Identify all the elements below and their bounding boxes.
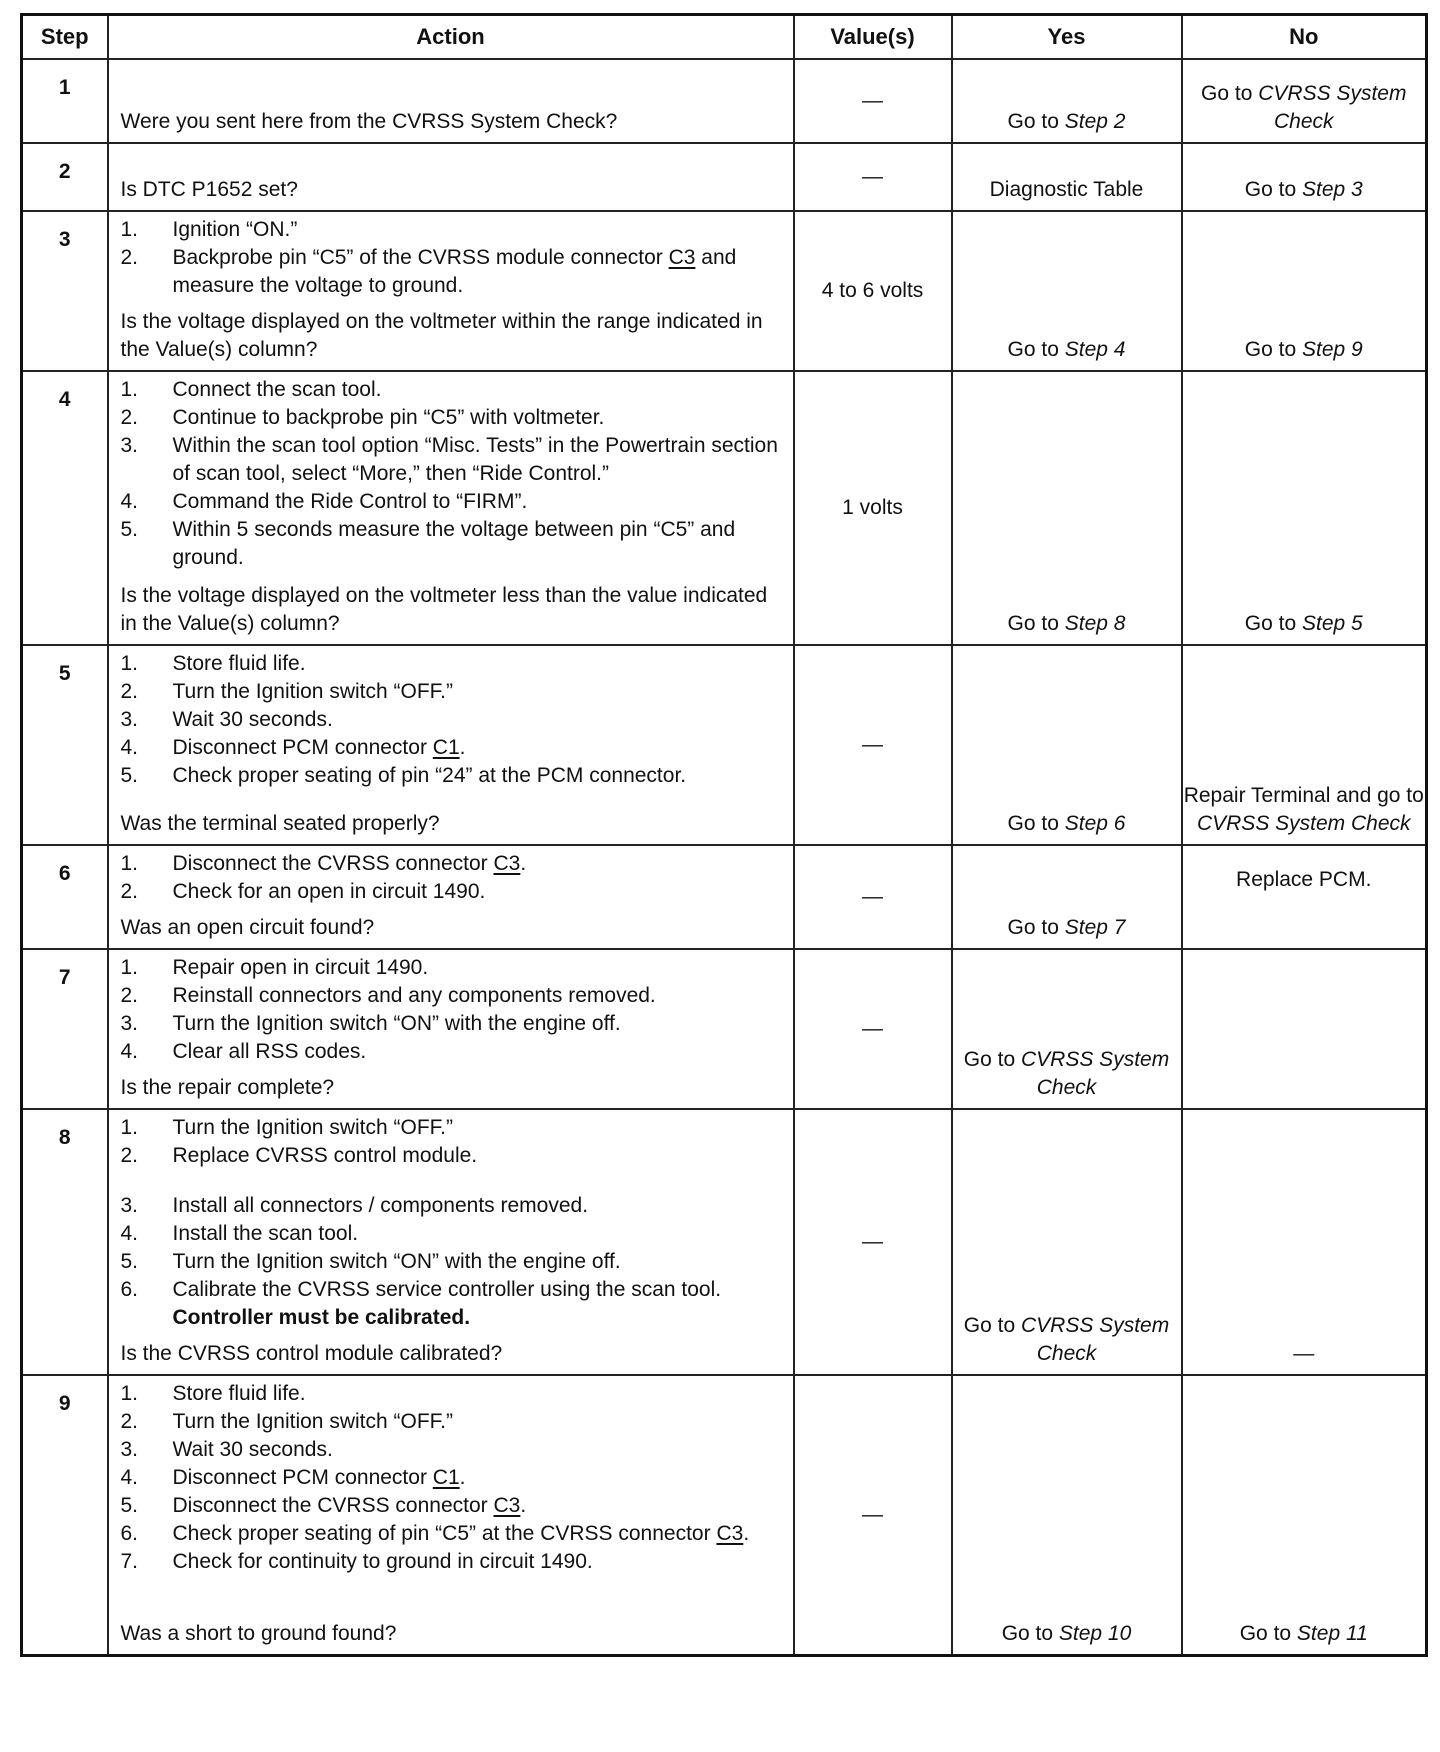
no-cell-text: Step 3 xyxy=(1301,178,1363,201)
no-cell xyxy=(1182,1375,1427,1656)
action-item-text: C3 xyxy=(493,1494,521,1517)
action-item-number: 3. xyxy=(120,434,139,457)
value-cell: — xyxy=(794,59,952,143)
no-cell-text: Go to xyxy=(1244,612,1302,635)
action-item-number: 6. xyxy=(120,1278,139,1301)
yes-cell-text: Go to xyxy=(1007,110,1065,133)
action-item-number: 1. xyxy=(120,652,139,675)
action-item-text xyxy=(173,954,785,982)
action-item-text: Install the scan tool. xyxy=(172,1222,359,1245)
action-item xyxy=(121,1408,785,1436)
action-item xyxy=(121,1276,785,1332)
action-item-text: . xyxy=(459,736,466,759)
value-cell: — xyxy=(794,143,952,211)
header-yes: Yes xyxy=(952,15,1182,60)
action-item-text: Connect the scan tool. xyxy=(172,378,382,401)
yes-cell xyxy=(952,949,1182,1109)
action-item-text: Clear all RSS codes. xyxy=(172,1040,367,1063)
no-cell xyxy=(1182,211,1427,371)
yes-cell xyxy=(952,645,1182,845)
action-item-text: C3 xyxy=(493,852,521,875)
action-item-text: Install all connectors / components removed. xyxy=(172,1194,589,1217)
action-item-text xyxy=(173,1464,785,1492)
action-item xyxy=(121,1436,785,1464)
table-row xyxy=(22,371,1427,645)
table-body xyxy=(22,59,1427,1656)
action-item-number: 3. xyxy=(120,708,139,731)
no-cell-text: Go to xyxy=(1244,338,1302,361)
value-cell: — xyxy=(794,1109,952,1375)
action-item-text xyxy=(173,650,785,678)
action-item-text: . xyxy=(459,1466,466,1489)
action-item-text: Turn the Ignition switch “OFF.” xyxy=(172,1116,453,1139)
action-item xyxy=(121,706,785,734)
action-item-text: Replace CVRSS control module. xyxy=(172,1144,478,1167)
yes-cell-text: Step 7 xyxy=(1064,916,1126,939)
action-item-text: Turn the Ignition switch “OFF.” xyxy=(172,1410,453,1433)
action-item-number: 3. xyxy=(120,1012,139,1035)
action-item-number: 4. xyxy=(120,736,139,759)
yes-cell xyxy=(952,845,1182,949)
action-item-number: 2. xyxy=(120,406,139,429)
action-item-text xyxy=(173,404,785,432)
action-item-text: Store fluid life. xyxy=(172,1382,306,1405)
no-cell xyxy=(1182,949,1427,1109)
action-item xyxy=(121,488,785,516)
action-item-text: Check for an open in circuit 1490. xyxy=(172,880,486,903)
action-item-text: Turn the Ignition switch “OFF.” xyxy=(172,680,453,703)
action-item-text: Calibrate the CVRSS service controller using the scan tool. xyxy=(172,1278,722,1301)
table-row xyxy=(22,1375,1427,1656)
header-row xyxy=(22,15,1427,60)
action-item-number: 5. xyxy=(120,518,139,541)
action-cell xyxy=(108,1109,794,1375)
action-item-text: Wait 30 seconds. xyxy=(172,1438,333,1461)
table-row xyxy=(22,211,1427,371)
action-item xyxy=(121,1192,785,1220)
action-item-number: 2. xyxy=(120,680,139,703)
action-item-text xyxy=(173,1010,785,1038)
no-cell-text: Step 5 xyxy=(1301,612,1363,635)
action-item xyxy=(121,1520,785,1548)
action-item xyxy=(121,1464,785,1492)
action-cell xyxy=(108,845,794,949)
action-question: Is the CVRSS control module calibrated? xyxy=(120,1342,503,1365)
action-item-text: . xyxy=(743,1522,750,1545)
action-cell xyxy=(108,371,794,645)
action-steps xyxy=(121,650,785,790)
action-item-text xyxy=(173,488,785,516)
header-values: Value(s) xyxy=(794,15,952,60)
action-item-text: and measure the voltage to ground. xyxy=(172,246,737,297)
header-action: Action xyxy=(108,15,794,60)
action-item-text xyxy=(173,1276,785,1332)
step-number: 7 xyxy=(22,949,108,1109)
action-item xyxy=(121,1548,785,1576)
action-item xyxy=(121,762,785,790)
value-cell: — xyxy=(794,845,952,949)
action-item-text: Disconnect the CVRSS connector xyxy=(172,1494,494,1517)
no-cell-text: — xyxy=(1293,1342,1315,1365)
table-row xyxy=(22,845,1427,949)
action-item xyxy=(121,1492,785,1520)
action-item-text xyxy=(173,1248,785,1276)
table-row xyxy=(22,1109,1427,1375)
action-item xyxy=(121,734,785,762)
action-item-text xyxy=(173,516,785,572)
action-item xyxy=(121,1038,785,1066)
action-item-text: C1 xyxy=(432,736,460,759)
no-cell-text: Go to xyxy=(1239,1622,1297,1645)
action-item xyxy=(121,982,785,1010)
action-item-number: 3. xyxy=(120,1438,139,1461)
action-item-number: 4. xyxy=(120,490,139,513)
action-item-text xyxy=(173,1408,785,1436)
action-item-number: 3. xyxy=(120,1194,139,1217)
action-item-text: Wait 30 seconds. xyxy=(172,708,333,731)
yes-cell-text: Go to xyxy=(1007,612,1065,635)
action-item-number: 5. xyxy=(120,764,139,787)
yes-cell-text: Go to xyxy=(1001,1622,1059,1645)
action-item-number: 2. xyxy=(120,984,139,1007)
no-cell xyxy=(1182,845,1427,949)
value-cell: 1 volts xyxy=(794,371,952,645)
action-item-text xyxy=(173,1548,785,1576)
action-item xyxy=(121,878,785,906)
action-item xyxy=(121,678,785,706)
step-number: 4 xyxy=(22,371,108,645)
action-item-text xyxy=(173,1492,785,1520)
yes-cell-text: Go to xyxy=(963,1314,1021,1337)
action-item-text: Within 5 seconds measure the voltage between pin “C5” and ground. xyxy=(172,518,736,569)
yes-cell xyxy=(952,1109,1182,1375)
action-item-number: 6. xyxy=(120,1522,139,1545)
action-question: Was an open circuit found? xyxy=(120,916,375,939)
action-item-text: Disconnect PCM connector xyxy=(172,1466,433,1489)
no-cell-text: CVRSS System Check xyxy=(1196,812,1411,835)
action-item-number: 1. xyxy=(120,956,139,979)
action-item-text: . xyxy=(520,1494,527,1517)
action-item-number: 1. xyxy=(120,378,139,401)
yes-cell xyxy=(952,371,1182,645)
action-cell xyxy=(108,949,794,1109)
action-item xyxy=(121,244,785,300)
yes-cell xyxy=(952,1375,1182,1656)
action-item-text xyxy=(173,850,785,878)
action-steps xyxy=(121,216,785,300)
action-item-text xyxy=(173,1380,785,1408)
action-item-text xyxy=(173,762,785,790)
no-cell xyxy=(1182,645,1427,845)
action-item-number: 4. xyxy=(120,1466,139,1489)
action-item-text: Check proper seating of pin “24” at the PCM connector. xyxy=(172,764,687,787)
action-item-text: Store fluid life. xyxy=(172,652,306,675)
action-item-text xyxy=(173,1220,785,1248)
action-item xyxy=(121,432,785,488)
action-item-text xyxy=(173,1520,785,1548)
action-item-text: C3 xyxy=(668,246,696,269)
action-item xyxy=(121,954,785,982)
action-item-text: Disconnect PCM connector xyxy=(172,736,433,759)
action-item xyxy=(121,1114,785,1142)
action-item-text: Continue to backprobe pin “C5” with voltmeter. xyxy=(172,406,605,429)
value-cell: 4 to 6 volts xyxy=(794,211,952,371)
step-number: 6 xyxy=(22,845,108,949)
action-cell xyxy=(108,1375,794,1656)
action-question: Is the voltage displayed on the voltmeter less than the value indicated in the Value(s) column? xyxy=(120,584,768,635)
action-item-text: C3 xyxy=(716,1522,744,1545)
step-number: 8 xyxy=(22,1109,108,1375)
action-item-number: 7. xyxy=(120,1550,139,1573)
action-item-number: 2. xyxy=(120,880,139,903)
action-question: Were you sent here from the CVRSS System Check? xyxy=(120,110,618,133)
action-item xyxy=(121,404,785,432)
action-item-text xyxy=(173,1114,785,1142)
action-item-text: Reinstall connectors and any components removed. xyxy=(172,984,656,1007)
action-item-text: Backprobe pin “C5” of the CVRSS module connector xyxy=(172,246,669,269)
action-question: Was the terminal seated properly? xyxy=(120,812,440,835)
action-item xyxy=(121,850,785,878)
yes-cell xyxy=(952,59,1182,143)
table-row xyxy=(22,143,1427,211)
step-number: 3 xyxy=(22,211,108,371)
action-steps xyxy=(121,850,785,906)
action-item-text xyxy=(173,706,785,734)
action-item-text xyxy=(173,734,785,762)
action-cell xyxy=(108,59,794,143)
action-item-text: Repair open in circuit 1490. xyxy=(172,956,429,979)
action-item-text: Check for continuity to ground in circuit 1490. xyxy=(172,1550,593,1573)
yes-cell-text: Step 8 xyxy=(1064,612,1126,635)
yes-cell-text: Go to xyxy=(1007,338,1065,361)
no-cell xyxy=(1182,1109,1427,1375)
no-cell-text: Go to xyxy=(1201,82,1259,105)
action-item-text xyxy=(173,1192,785,1220)
yes-cell-text: Go to xyxy=(963,1048,1021,1071)
value-cell: — xyxy=(794,949,952,1109)
action-cell xyxy=(108,211,794,371)
action-item-text: Ignition “ON.” xyxy=(172,218,298,241)
action-item-number: 1. xyxy=(120,1116,139,1139)
no-cell-text: Go to xyxy=(1244,178,1302,201)
action-item xyxy=(121,1142,785,1170)
action-item-text: Within the scan tool option “Misc. Tests” in the Powertrain section of scan tool, select “More,” then “Ride Control.” xyxy=(172,434,778,485)
step-number: 5 xyxy=(22,645,108,845)
action-item-text: . xyxy=(520,852,527,875)
action-question: Is the repair complete? xyxy=(120,1076,335,1099)
header-no: No xyxy=(1182,15,1427,60)
action-item xyxy=(121,1248,785,1276)
table-row xyxy=(22,645,1427,845)
action-item-number: 1. xyxy=(120,1382,139,1405)
action-item-text: Check proper seating of pin “C5” at the CVRSS connector xyxy=(172,1522,717,1545)
action-item xyxy=(121,1220,785,1248)
action-item-number: 2. xyxy=(120,1410,139,1433)
action-steps xyxy=(121,954,785,1066)
action-item xyxy=(121,650,785,678)
step-number: 2 xyxy=(22,143,108,211)
yes-cell-text: Step 4 xyxy=(1064,338,1126,361)
action-item-text: Disconnect the CVRSS connector xyxy=(172,852,494,875)
step-number: 1 xyxy=(22,59,108,143)
action-item-text xyxy=(173,432,785,488)
table-row xyxy=(22,949,1427,1109)
action-item-number: 4. xyxy=(120,1040,139,1063)
action-item-number: 1. xyxy=(120,852,139,875)
diagnostic-table xyxy=(20,13,1428,1657)
yes-cell-text: Go to xyxy=(1007,812,1065,835)
no-cell-text: Replace PCM. xyxy=(1236,868,1372,891)
action-item-text xyxy=(173,1142,785,1170)
action-item-text xyxy=(173,216,785,244)
action-item xyxy=(121,216,785,244)
action-item xyxy=(121,1380,785,1408)
yes-cell-text: Step 2 xyxy=(1064,110,1126,133)
action-item-text xyxy=(173,982,785,1010)
yes-cell-text: CVRSS System Check xyxy=(1021,1048,1170,1099)
action-cell xyxy=(108,645,794,845)
action-item-text xyxy=(173,376,785,404)
action-item-number: 1. xyxy=(120,218,139,241)
action-item-number: 5. xyxy=(120,1250,139,1273)
no-cell xyxy=(1182,59,1427,143)
yes-cell-text: Go to xyxy=(1007,916,1065,939)
no-cell xyxy=(1182,143,1427,211)
yes-cell-text: Diagnostic Table xyxy=(989,178,1144,201)
step-number: 9 xyxy=(22,1375,108,1656)
no-cell-text: Repair Terminal and go to xyxy=(1183,784,1424,807)
yes-cell-text: Step 6 xyxy=(1064,812,1126,835)
action-steps xyxy=(121,1380,785,1576)
action-item-text: Controller must be calibrated. xyxy=(172,1306,471,1329)
action-item-text xyxy=(173,244,785,300)
yes-cell xyxy=(952,143,1182,211)
yes-cell xyxy=(952,211,1182,371)
yes-cell-text: CVRSS System Check xyxy=(1021,1314,1170,1365)
action-question: Was a short to ground found? xyxy=(120,1622,397,1645)
no-cell xyxy=(1182,371,1427,645)
no-cell-text: Step 11 xyxy=(1296,1622,1368,1645)
header-step: Step xyxy=(22,15,108,60)
table-row xyxy=(22,59,1427,143)
action-item-number: 2. xyxy=(120,1144,139,1167)
action-item-text xyxy=(173,1038,785,1066)
action-item-text: Turn the Ignition switch “ON” with the engine off. xyxy=(172,1250,621,1273)
no-cell-text: CVRSS System Check xyxy=(1258,82,1407,133)
action-question: Is DTC P1652 set? xyxy=(120,178,298,201)
value-cell: — xyxy=(794,1375,952,1656)
no-cell-text: Step 9 xyxy=(1301,338,1363,361)
action-item-number: 2. xyxy=(120,246,139,269)
action-item-number: 4. xyxy=(120,1222,139,1245)
action-item xyxy=(121,516,785,572)
action-item xyxy=(121,376,785,404)
action-item-number: 5. xyxy=(120,1494,139,1517)
action-item xyxy=(121,1010,785,1038)
action-cell xyxy=(108,143,794,211)
action-item-text: Command the Ride Control to “FIRM”. xyxy=(172,490,528,513)
action-steps xyxy=(121,1114,785,1332)
action-steps xyxy=(121,376,785,572)
action-item-text: C1 xyxy=(432,1466,460,1489)
action-item-text xyxy=(173,878,785,906)
action-item-text: Turn the Ignition switch “ON” with the engine off. xyxy=(172,1012,621,1035)
action-item-text xyxy=(173,678,785,706)
yes-cell-text: Step 10 xyxy=(1058,1622,1132,1645)
value-cell: — xyxy=(794,645,952,845)
action-question: Is the voltage displayed on the voltmeter within the range indicated in the Value(s) column? xyxy=(120,310,763,361)
action-item-text xyxy=(173,1436,785,1464)
